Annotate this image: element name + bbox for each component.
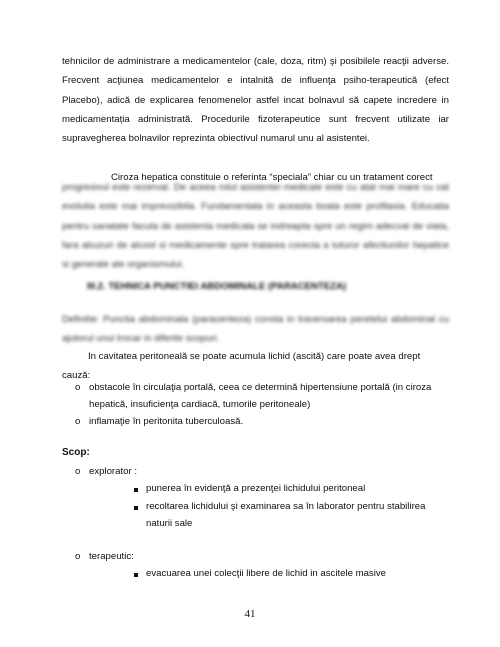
explorator-item: punerea în evidenţă a prezenţei lichidului peritoneal (146, 483, 366, 494)
cause-item: obstacole în circulaţia portală, ceea ce determină hipertensiune portală (in ciroza (89, 382, 432, 393)
explorator-item-continuation: naturii sale (146, 518, 193, 529)
explorator-label: explorator : (89, 466, 137, 477)
bullet-circle: o (75, 416, 81, 427)
blurred-paragraph: progresivul este rezervat. De aceea rolul asistentei medicale este cu atat mai mare cu cat evolutia este mai imprevizibila. Fundamentala in aceasta boala este profilaxia. Educatia pentru sanatate facuta de asistenta medicala se indreapta spre un regim adecvat de viata, fara abuzuri de alcool si medicamente spre tratarea corecta a tuturor afectiunilor hepatice si generale ale organismului. (62, 182, 449, 271)
square-bullet-icon (134, 488, 138, 492)
cause-item-continuation: hepatică, insuficienţa cardiacă, tumorile peritoneale) (89, 399, 311, 410)
terapeutic-item: evacuarea unei colecţii libere de lichid in ascitele masive (146, 568, 386, 579)
cause-item: inflamaţie în peritonita tuberculoasă. (89, 416, 244, 427)
intro-paragraph: tehnicilor de administrare a medicamentelor (cale, doza, ritm) şi posibilele reacţii adverse. Frecvent acţiunea medicamentelor e intalnită de influenţa psiho-terapeutică (efect Placebo), adică de explicarea fenomenelor astfel incat bolnavul să capete incredere in medicamentația administrată. Procedurile fizoterapeutice sunt frecvent utilizate iar supravegherea bolnavilor reprezinta obiectivul numarul unu al asistentei. (62, 56, 449, 145)
section-heading: III.2. TEHNICA PUNCTIEI ABDOMINALE (PARACENTEZA) (87, 281, 347, 292)
square-bullet-icon (134, 573, 138, 577)
definition-paragraph: Definitie: Punctia abdominala (paracenteza) consta in traversarea peretelui abdominal cu ajutorul unui trocar in diferite scopuri. (62, 314, 449, 345)
bullet-circle: o (75, 382, 81, 393)
cauza-line: cauză: (62, 370, 91, 381)
cavitate-line: In cavitatea peritoneală se poate acumula lichid (ascită) care poate avea drept (88, 351, 421, 362)
terapeutic-label: terapeutic: (89, 551, 134, 562)
explorator-item: recoltarea lichidului şi examinarea sa în laborator pentru stabilirea (146, 501, 426, 512)
bullet-circle: o (75, 466, 81, 477)
ciroza-line: Ciroza hepatica constituie o referinta “speciala” chiar cu un tratament corect (111, 172, 433, 183)
square-bullet-icon (134, 506, 138, 510)
bullet-circle: o (75, 551, 81, 562)
scop-heading: Scop: (62, 447, 90, 458)
page-number: 41 (244, 608, 256, 620)
